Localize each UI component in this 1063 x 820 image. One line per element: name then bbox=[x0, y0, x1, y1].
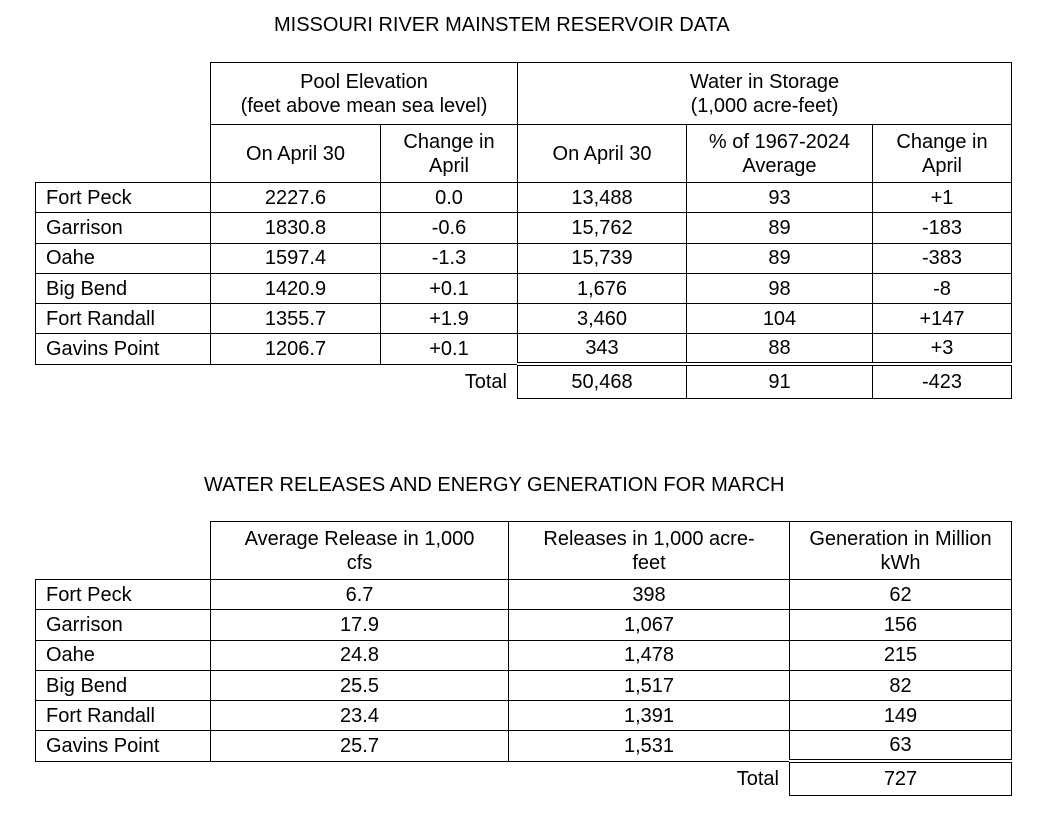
cell-elev: 1597.4 bbox=[211, 243, 381, 273]
reservoir-name: Garrison bbox=[36, 610, 211, 640]
cell-storage_change: -8 bbox=[873, 273, 1012, 303]
cell-storage: 3,460 bbox=[518, 304, 687, 334]
cell-elev: 2227.6 bbox=[211, 183, 381, 213]
col-avg-release: Average Release in 1,000 cfs bbox=[211, 522, 509, 580]
cell-elev_change: -0.6 bbox=[381, 213, 518, 243]
reservoir-name: Oahe bbox=[36, 640, 211, 670]
cell-pct: 89 bbox=[687, 243, 873, 273]
col-generation: Generation in Million kWh bbox=[790, 522, 1012, 580]
reservoir-name: Big Bend bbox=[36, 670, 211, 700]
cell-gen: 62 bbox=[790, 580, 1012, 610]
cell-elev: 1830.8 bbox=[211, 213, 381, 243]
cell-avg: 25.5 bbox=[211, 670, 509, 700]
table-row bbox=[36, 183, 1012, 213]
cell-pct: 89 bbox=[687, 213, 873, 243]
table-row bbox=[36, 640, 1012, 670]
table-row bbox=[36, 273, 1012, 303]
table-row bbox=[36, 731, 1012, 761]
cell-rel: 1,478 bbox=[509, 640, 790, 670]
cell-elev_change: +1.9 bbox=[381, 304, 518, 334]
cell-pct: 93 bbox=[687, 183, 873, 213]
water-storage-header: Water in Storage (1,000 acre-feet) bbox=[518, 63, 1012, 125]
cell-elev: 1206.7 bbox=[211, 334, 381, 364]
table-row bbox=[36, 334, 1012, 364]
reservoir-name: Gavins Point bbox=[36, 334, 211, 364]
cell-rel: 1,517 bbox=[509, 670, 790, 700]
table-row bbox=[36, 610, 1012, 640]
col-storage-change: Change in April bbox=[873, 125, 1012, 183]
cell-storage: 1,676 bbox=[518, 273, 687, 303]
table-row bbox=[36, 213, 1012, 243]
cell-elev: 1355.7 bbox=[211, 304, 381, 334]
cell-avg: 25.7 bbox=[211, 731, 509, 761]
cell-gen: 215 bbox=[790, 640, 1012, 670]
cell-pct: 98 bbox=[687, 273, 873, 303]
total-label: Total bbox=[464, 370, 507, 393]
total-storage: 50,468 bbox=[518, 364, 687, 398]
cell-avg: 23.4 bbox=[211, 701, 509, 731]
cell-gen: 156 bbox=[790, 610, 1012, 640]
corner-blank bbox=[36, 63, 211, 125]
total-label: Total bbox=[736, 767, 779, 790]
reservoir-data-table bbox=[35, 62, 1012, 399]
cell-rel: 398 bbox=[509, 580, 790, 610]
reservoir-name: Fort Randall bbox=[36, 701, 211, 731]
total-storage-change: -423 bbox=[873, 364, 1012, 398]
cell-storage_change: -183 bbox=[873, 213, 1012, 243]
table-row bbox=[36, 243, 1012, 273]
cell-storage_change: +3 bbox=[873, 334, 1012, 364]
cell-elev_change: 0.0 bbox=[381, 183, 518, 213]
table-row bbox=[36, 670, 1012, 700]
cell-storage_change: -383 bbox=[873, 243, 1012, 273]
cell-rel: 1,067 bbox=[509, 610, 790, 640]
reservoir-name: Oahe bbox=[36, 243, 211, 273]
cell-elev: 1420.9 bbox=[211, 273, 381, 303]
cell-gen: 149 bbox=[790, 701, 1012, 731]
cell-elev_change: +0.1 bbox=[381, 273, 518, 303]
reservoir-name: Gavins Point bbox=[36, 731, 211, 761]
reservoir-table-title: MISSOURI RIVER MAINSTEM RESERVOIR DATA bbox=[274, 14, 730, 36]
reservoir-name: Fort Peck bbox=[36, 183, 211, 213]
reservoir-name: Garrison bbox=[36, 213, 211, 243]
cell-rel: 1,391 bbox=[509, 701, 790, 731]
cell-rel: 1,531 bbox=[509, 731, 790, 761]
cell-storage: 15,762 bbox=[518, 213, 687, 243]
cell-storage: 15,739 bbox=[518, 243, 687, 273]
cell-avg: 17.9 bbox=[211, 610, 509, 640]
releases-table-title: WATER RELEASES AND ENERGY GENERATION FOR MARCH bbox=[204, 474, 785, 496]
cell-storage: 343 bbox=[518, 334, 687, 364]
cell-storage_change: +147 bbox=[873, 304, 1012, 334]
col-storage-date: On April 30 bbox=[518, 125, 687, 183]
table-row bbox=[36, 580, 1012, 610]
total-pct: 91 bbox=[687, 364, 873, 398]
cell-gen: 82 bbox=[790, 670, 1012, 700]
reservoir-total-row bbox=[36, 364, 1012, 398]
col-elev-date: On April 30 bbox=[211, 125, 381, 183]
cell-storage: 13,488 bbox=[518, 183, 687, 213]
cell-pct: 88 bbox=[687, 334, 873, 364]
reservoir-name: Fort Randall bbox=[36, 304, 211, 334]
total-generation: 727 bbox=[790, 761, 1012, 795]
table-row bbox=[36, 304, 1012, 334]
cell-elev_change: +0.1 bbox=[381, 334, 518, 364]
releases-total-row bbox=[36, 761, 1012, 795]
table-row bbox=[36, 701, 1012, 731]
cell-elev_change: -1.3 bbox=[381, 243, 518, 273]
cell-avg: 24.8 bbox=[211, 640, 509, 670]
cell-pct: 104 bbox=[687, 304, 873, 334]
cell-gen: 63 bbox=[790, 731, 1012, 761]
releases-table bbox=[35, 521, 1012, 796]
reservoir-name: Fort Peck bbox=[36, 580, 211, 610]
reservoir-name: Big Bend bbox=[36, 273, 211, 303]
cell-avg: 6.7 bbox=[211, 580, 509, 610]
col-releases: Releases in 1,000 acre- feet bbox=[509, 522, 790, 580]
col-elev-change: Change in April bbox=[381, 125, 518, 183]
pool-elevation-header: Pool Elevation (feet above mean sea level) bbox=[211, 63, 518, 125]
cell-storage_change: +1 bbox=[873, 183, 1012, 213]
col-storage-pct: % of 1967-2024 Average bbox=[687, 125, 873, 183]
